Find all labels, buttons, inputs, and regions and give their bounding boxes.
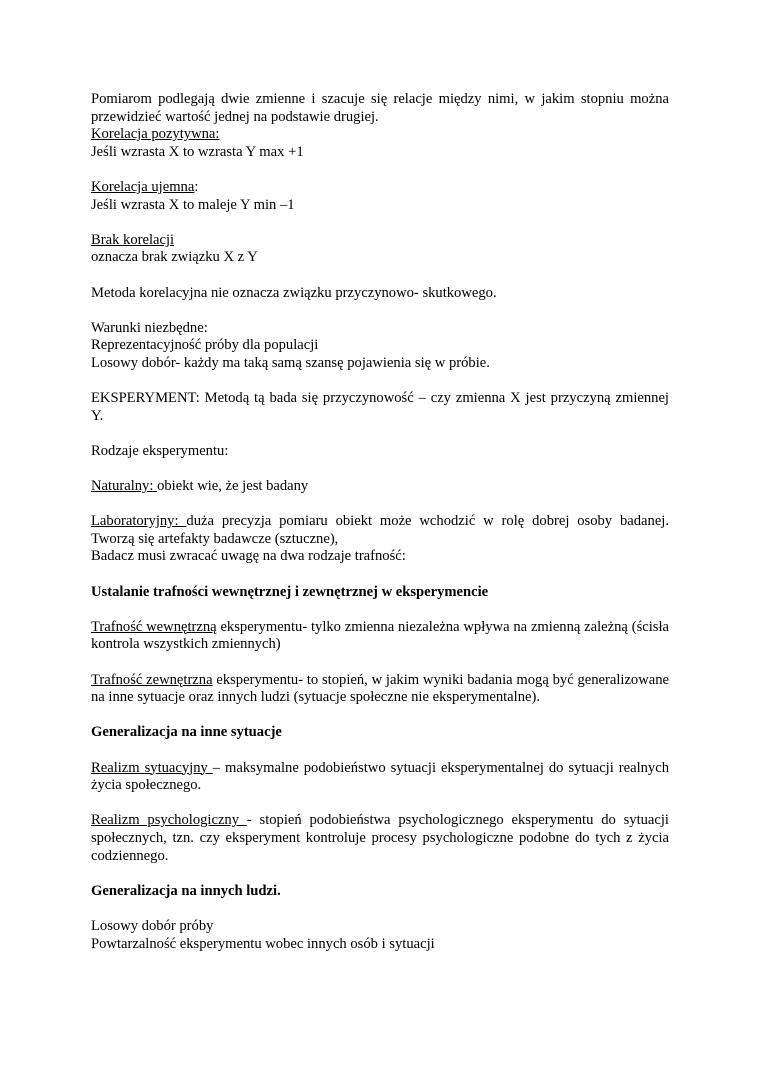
- conditions-title: Warunki niezbędne:: [91, 319, 208, 336]
- internal-validity: Trafność wewnętrzną eksperymentu- tylko zmienna niezależna wpływa na zmienną zależną (ścisła kontrola wszystkich zmiennych): [91, 618, 669, 653]
- intro-paragraph: Pomiarom podlegają dwie zmienne i szacuje się relacje między nimi, w jakim stopniu można przewidzieć wartość jednej na podstawie drugiej.: [91, 91, 669, 125]
- positive-correlation-text: Jeśli wzrasta X to wzrasta Y max +1: [91, 143, 304, 160]
- method-note: Metoda korelacyjna nie oznacza związku przyczynowo- skutkowego.: [91, 284, 497, 301]
- lab-experiment: Laboratoryjny: duża precyzja pomiaru obiekt może wchodzić w rolę dobrej osoby badanej. Tworzą się artefakty badawcze (sztuczne),: [91, 513, 669, 547]
- negative-correlation-text: Jeśli wzrasta X to maleje Y min –1: [91, 196, 295, 213]
- people-item: Losowy dobór próby: [91, 917, 214, 934]
- negative-correlation-label: Korelacja ujemna:: [91, 178, 199, 195]
- experiment-definition: EKSPERYMENT: Metodą tą bada się przyczynowość – czy zmienna X jest przyczyną zmiennej Y.: [91, 390, 669, 424]
- no-correlation-text: oznacza brak związku X z Y: [91, 249, 258, 266]
- external-validity: Trafność zewnętrzna eksperymentu- to stopień, w jakim wyniki badania mogą być generalizowane na inne sytuacje oraz innych ludzi (sytuacje społeczne nie eksperymentalne).: [91, 671, 670, 706]
- lab-experiment-note: Badacz musi zwracać uwagę na dwa rodzaje trafność:: [91, 548, 406, 565]
- no-correlation-label: Brak korelacji: [91, 231, 175, 248]
- condition-item: Losowy dobór- każdy ma taką samą szansę pojawienia się w próbie.: [91, 354, 490, 371]
- psychological-realism: Realizm psychologiczny - stopień podobieństwa psychologicznego eksperymentu do sytuacji społecznych, tzn. czy eksperyment kontroluje procesy psychologiczne podobne do tych z życia codziennego.: [91, 812, 669, 864]
- condition-item: Reprezentacyjność próby dla populacji: [91, 337, 319, 354]
- situational-realism: Realizm sytuacyjny – maksymalne podobieństwo sytuacji eksperymentalnej do sytuacji realnych życia społecznego.: [91, 759, 669, 794]
- experiment-types-title: Rodzaje eksperymentu:: [91, 442, 229, 459]
- heading-people: Generalizacja na innych ludzi.: [91, 882, 281, 899]
- heading-validity: Ustalanie trafności wewnętrznej i zewnętrznej w eksperymencie: [91, 583, 489, 600]
- heading-situations: Generalizacja na inne sytuacje: [91, 724, 282, 741]
- natural-experiment: Naturalny: obiekt wie, że jest badany: [91, 478, 309, 495]
- positive-correlation-label: Korelacja pozytywna:: [91, 126, 220, 143]
- document-body: [91, 91, 669, 953]
- people-item: Powtarzalność eksperymentu wobec innych osób i sytuacji: [91, 935, 435, 952]
